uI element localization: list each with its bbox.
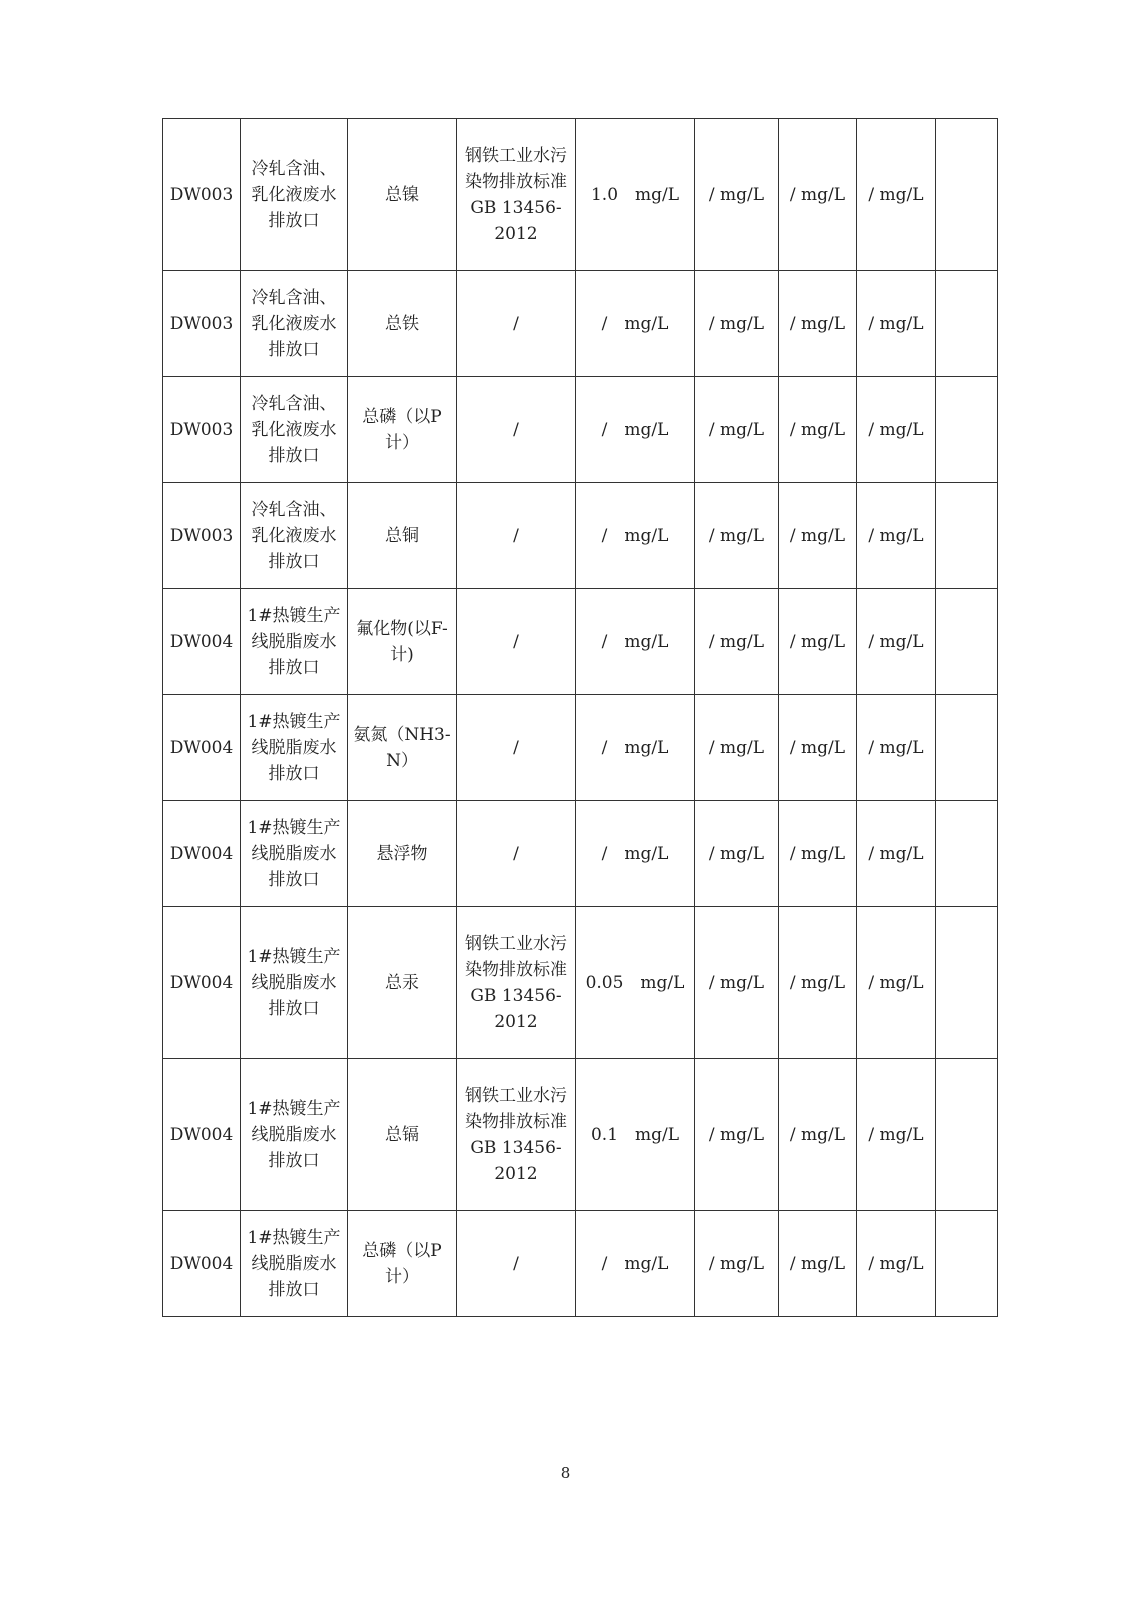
value-cell: / mg/L: [779, 907, 857, 1059]
outlet-code-cell: DW004: [163, 589, 241, 695]
pollutant-cell: 总磷（以P计）: [348, 1211, 457, 1317]
limit-cell: / mg/L: [576, 1211, 695, 1317]
outlet-name-cell: 冷轧含油、乳化液废水排放口: [241, 119, 348, 271]
limit-cell: / mg/L: [576, 801, 695, 907]
standard-cell: /: [457, 1211, 576, 1317]
pollutant-cell: 总铁: [348, 271, 457, 377]
empty-cell: [936, 119, 998, 271]
value-cell: / mg/L: [779, 271, 857, 377]
empty-cell: [936, 483, 998, 589]
value-cell: / mg/L: [779, 119, 857, 271]
value-cell: / mg/L: [779, 1211, 857, 1317]
standard-cell: 钢铁工业水污染物排放标准 GB 13456-2012: [457, 907, 576, 1059]
limit-cell: 1.0 mg/L: [576, 119, 695, 271]
pollutant-cell: 总汞: [348, 907, 457, 1059]
value-cell: / mg/L: [779, 1059, 857, 1211]
limit-cell: / mg/L: [576, 589, 695, 695]
value-cell: / mg/L: [857, 377, 936, 483]
pollutant-cell: 总镉: [348, 1059, 457, 1211]
empty-cell: [936, 801, 998, 907]
outlet-code-cell: DW004: [163, 1211, 241, 1317]
empty-cell: [936, 695, 998, 801]
outlet-code-cell: DW004: [163, 1059, 241, 1211]
value-cell: / mg/L: [695, 119, 779, 271]
value-cell: / mg/L: [695, 271, 779, 377]
standard-cell: /: [457, 589, 576, 695]
outlet-code-cell: DW004: [163, 907, 241, 1059]
emission-table: [162, 118, 998, 1317]
value-cell: / mg/L: [779, 801, 857, 907]
outlet-code-cell: DW003: [163, 377, 241, 483]
value-cell: / mg/L: [857, 801, 936, 907]
limit-cell: / mg/L: [576, 377, 695, 483]
standard-cell: /: [457, 695, 576, 801]
outlet-code-cell: DW004: [163, 695, 241, 801]
value-cell: / mg/L: [695, 1211, 779, 1317]
table-row: [163, 271, 998, 377]
standard-cell: /: [457, 483, 576, 589]
value-cell: / mg/L: [695, 695, 779, 801]
value-cell: / mg/L: [857, 589, 936, 695]
limit-cell: / mg/L: [576, 271, 695, 377]
value-cell: / mg/L: [779, 695, 857, 801]
pollutant-cell: 氟化物(以F-计): [348, 589, 457, 695]
standard-cell: 钢铁工业水污染物排放标准 GB 13456-2012: [457, 119, 576, 271]
value-cell: / mg/L: [695, 1059, 779, 1211]
limit-cell: 0.05 mg/L: [576, 907, 695, 1059]
value-cell: / mg/L: [695, 801, 779, 907]
empty-cell: [936, 271, 998, 377]
pollutant-cell: 氨氮（NH3-N）: [348, 695, 457, 801]
value-cell: / mg/L: [695, 589, 779, 695]
empty-cell: [936, 589, 998, 695]
outlet-name-cell: 冷轧含油、乳化液废水排放口: [241, 271, 348, 377]
limit-cell: / mg/L: [576, 483, 695, 589]
limit-cell: / mg/L: [576, 695, 695, 801]
page-number: 8: [560, 1464, 571, 1482]
empty-cell: [936, 907, 998, 1059]
outlet-code-cell: DW003: [163, 271, 241, 377]
table-row: [163, 695, 998, 801]
outlet-name-cell: 1#热镀生产线脱脂废水排放口: [241, 907, 348, 1059]
outlet-name-cell: 冷轧含油、乳化液废水排放口: [241, 377, 348, 483]
table-row: [163, 907, 998, 1059]
limit-cell: 0.1 mg/L: [576, 1059, 695, 1211]
table-row: [163, 377, 998, 483]
outlet-name-cell: 1#热镀生产线脱脂废水排放口: [241, 1211, 348, 1317]
table-row: [163, 483, 998, 589]
value-cell: / mg/L: [857, 695, 936, 801]
outlet-name-cell: 1#热镀生产线脱脂废水排放口: [241, 589, 348, 695]
value-cell: / mg/L: [779, 377, 857, 483]
standard-cell: 钢铁工业水污染物排放标准 GB 13456-2012: [457, 1059, 576, 1211]
value-cell: / mg/L: [857, 1059, 936, 1211]
outlet-name-cell: 1#热镀生产线脱脂废水排放口: [241, 1059, 348, 1211]
value-cell: / mg/L: [779, 483, 857, 589]
pollutant-cell: 总磷（以P计）: [348, 377, 457, 483]
table-row: [163, 1059, 998, 1211]
value-cell: / mg/L: [695, 377, 779, 483]
outlet-name-cell: 1#热镀生产线脱脂废水排放口: [241, 695, 348, 801]
value-cell: / mg/L: [695, 483, 779, 589]
outlet-code-cell: DW004: [163, 801, 241, 907]
outlet-code-cell: DW003: [163, 119, 241, 271]
value-cell: / mg/L: [857, 907, 936, 1059]
empty-cell: [936, 1211, 998, 1317]
table-row: [163, 589, 998, 695]
pollutant-cell: 总镍: [348, 119, 457, 271]
pollutant-cell: 总铜: [348, 483, 457, 589]
outlet-name-cell: 冷轧含油、乳化液废水排放口: [241, 483, 348, 589]
value-cell: / mg/L: [857, 119, 936, 271]
value-cell: / mg/L: [779, 589, 857, 695]
pollutant-cell: 悬浮物: [348, 801, 457, 907]
standard-cell: /: [457, 801, 576, 907]
table-row: [163, 801, 998, 907]
value-cell: / mg/L: [857, 483, 936, 589]
table-row: [163, 119, 998, 271]
standard-cell: /: [457, 377, 576, 483]
outlet-code-cell: DW003: [163, 483, 241, 589]
value-cell: / mg/L: [695, 907, 779, 1059]
value-cell: / mg/L: [857, 1211, 936, 1317]
empty-cell: [936, 1059, 998, 1211]
value-cell: / mg/L: [857, 271, 936, 377]
standard-cell: /: [457, 271, 576, 377]
outlet-name-cell: 1#热镀生产线脱脂废水排放口: [241, 801, 348, 907]
empty-cell: [936, 377, 998, 483]
table-row: [163, 1211, 998, 1317]
